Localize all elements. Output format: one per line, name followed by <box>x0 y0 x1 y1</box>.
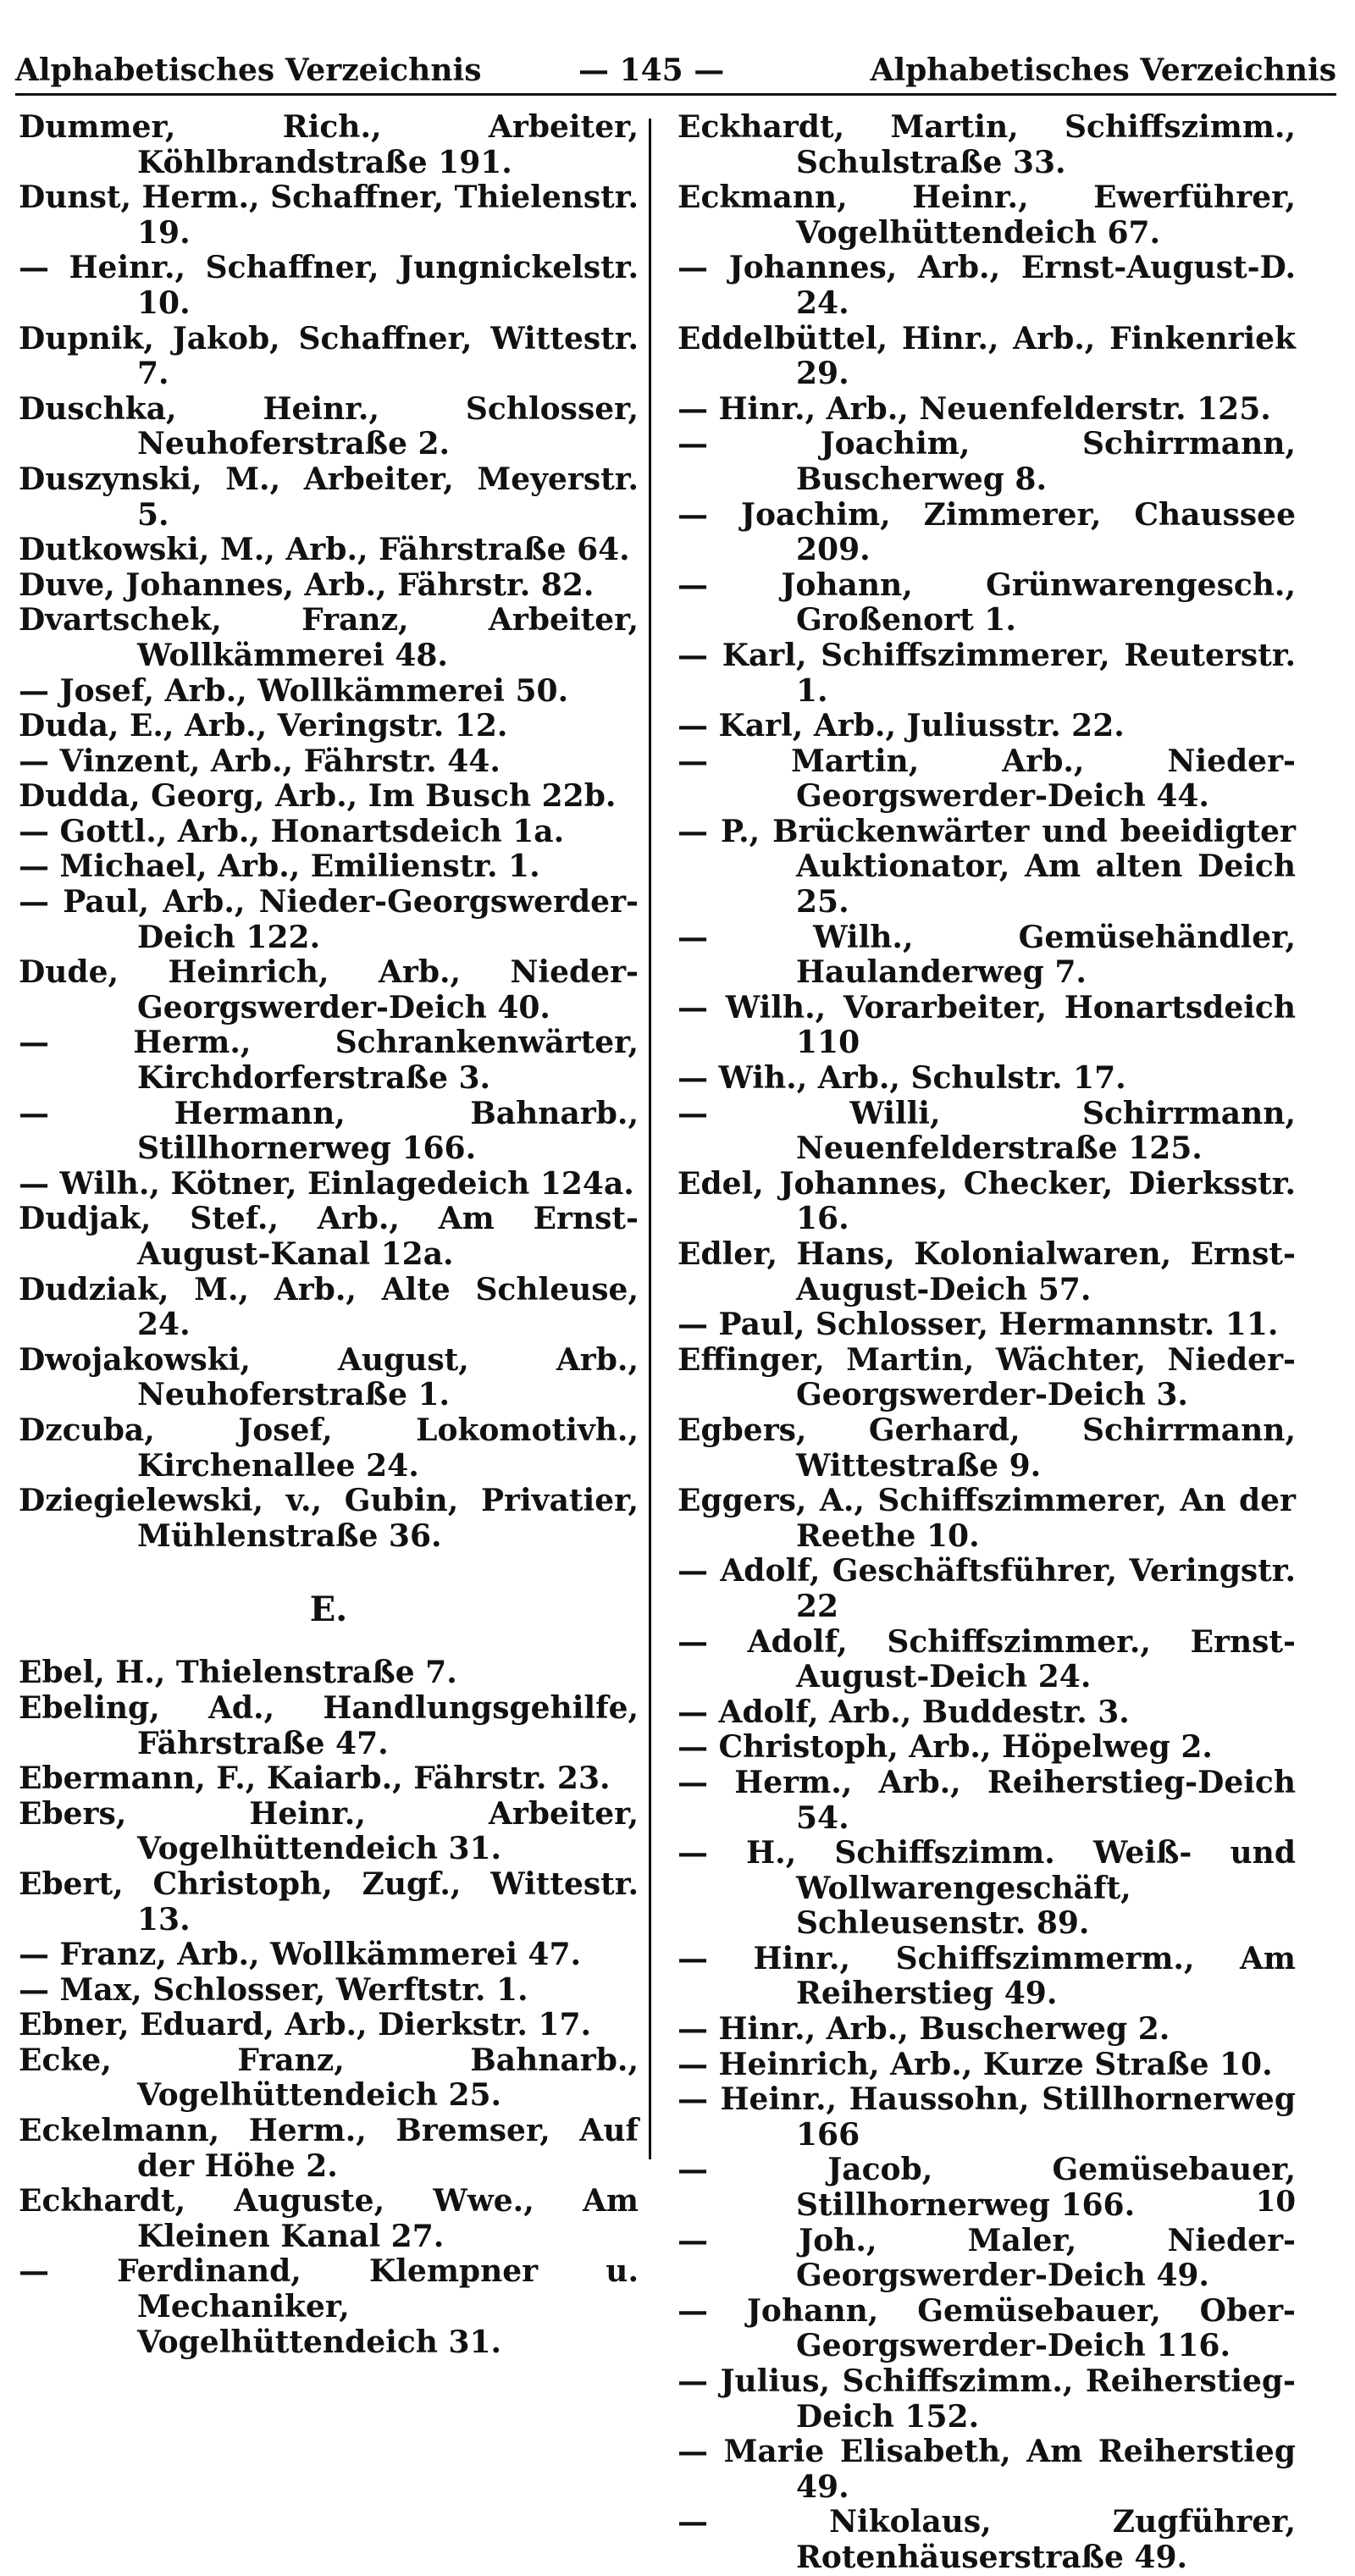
list-item: Ebeling, Ad., Handlungsgehilfe, Fährstraße 47. <box>19 1689 639 1761</box>
list-item: — Hermann, Bahnarb., Stillhornerweg 166. <box>19 1095 639 1167</box>
list-item: Edel, Johannes, Checker, Dierksstr. 16. <box>678 1165 1296 1237</box>
list-item: Dziegielewski, v., Gubin, Privatier, Mühlenstraße 36. <box>19 1483 639 1554</box>
list-item: Eddelbüttel, Hinr., Arb., Finkenriek 29. <box>678 320 1296 392</box>
list-item: — Christoph, Arb., Höpelweg 2. <box>678 1729 1213 1766</box>
header-rule <box>15 93 1336 96</box>
list-item: — Heinrich, Arb., Kurze Straße 10. <box>678 2046 1273 2082</box>
list-item: — Ferdinand, Klempner u. Mechaniker, Vogelhüttendeich 31. <box>19 2253 639 2360</box>
list-item: — Wih., Arb., Schulstr. 17. <box>678 1060 1126 1097</box>
page-header <box>15 53 1336 97</box>
list-item: Ebner, Eduard, Arb., Dierkstr. 17. <box>19 2007 592 2043</box>
section-heading: E. <box>309 1589 348 1630</box>
list-item: Dummer, Rich., Arbeiter, Köhlbrandstraße 191. <box>19 109 639 180</box>
list-item: — Hinr., Schiffszimmerm., Am Reiherstieg 49. <box>678 1940 1296 2012</box>
list-item: Ebel, H., Thielenstraße 7. <box>19 1655 457 1691</box>
list-item: — Michael, Arb., Emilienstr. 1. <box>19 849 540 885</box>
list-item: Dutkowski, M., Arb., Fährstraße 64. <box>19 532 630 568</box>
list-item: Dzcuba, Josef, Lokomotivh., Kirchenallee 24. <box>19 1412 639 1484</box>
list-item: Duve, Johannes, Arb., Fährstr. 82. <box>19 567 595 603</box>
list-item: Eckelmann, Herm., Bremser, Auf der Höhe 2. <box>19 2113 639 2184</box>
list-item: — Karl, Schiffszimmerer, Reuterstr. 1. <box>678 637 1296 709</box>
list-item: Egbers, Gerhard, Schirrmann, Wittestraße 9. <box>678 1412 1296 1484</box>
list-item: — Josef, Arb., Wollkämmerei 50. <box>19 672 569 709</box>
list-item: — Marie Elisabeth, Am Reiherstieg 49. <box>678 2434 1296 2505</box>
list-item: — P., Brückenwärter und beeidigter Auktionator, Am alten Deich 25. <box>678 813 1296 920</box>
list-item: — Adolf, Geschäftsführer, Veringstr. 22 <box>678 1553 1296 1624</box>
list-item: — Joh., Maler, Nieder-Georgswerder-Deich 49. <box>678 2222 1296 2294</box>
list-item: — Herm., Arb., Reiherstieg-Deich 54. <box>678 1764 1296 1836</box>
right-column <box>678 110 1296 2576</box>
left-column <box>19 110 639 2360</box>
list-item: — Hinr., Arb., Neuenfelderstr. 125. <box>678 390 1271 427</box>
list-item: Dudziak, M., Arb., Alte Schleuse, 24. <box>19 1271 639 1343</box>
list-item: — Joachim, Zimmerer, Chaussee 209. <box>678 496 1296 568</box>
list-item: — Wilh., Kötner, Einlagedeich 124a. <box>19 1165 634 1202</box>
list-item: Eggers, A., Schiffszimmerer, An der Reethe 10. <box>678 1483 1296 1554</box>
list-item: — Max, Schlosser, Werftstr. 1. <box>19 1971 528 2008</box>
column-divider <box>649 119 651 2159</box>
list-item: Eckhardt, Martin, Schiffszimm., Schulstraße 33. <box>678 109 1296 180</box>
list-item: Effinger, Martin, Wächter, Nieder-Georgswerder-Deich 3. <box>678 1341 1296 1413</box>
list-item: Ebers, Heinr., Arbeiter, Vogelhüttendeich 31. <box>19 1795 639 1867</box>
list-item: Dunst, Herm., Schaffner, Thielenstr. 19. <box>19 180 639 251</box>
list-item: Dudda, Georg, Arb., Im Busch 22b. <box>19 778 617 815</box>
list-item: — Martin, Arb., Nieder-Georgswerder-Deich 44. <box>678 743 1296 815</box>
list-item: Ecke, Franz, Bahnarb., Vogelhüttendeich 25. <box>19 2042 639 2114</box>
list-item: Dupnik, Jakob, Schaffner, Wittestr. 7. <box>19 320 639 392</box>
list-item: — Paul, Arb., Nieder-Georgswerder-Deich 122. <box>19 884 639 955</box>
list-item: — Adolf, Schiffszimmer., Ernst-August-Deich 24. <box>678 1623 1296 1695</box>
list-item: — Joachim, Schirrmann, Buscherweg 8. <box>678 426 1296 497</box>
signature-mark: 10 <box>1255 2185 1296 2219</box>
list-item: — Heinr., Haussohn, Stillhornerweg 166 <box>678 2081 1296 2153</box>
list-item: — Jacob, Gemüsebauer, Stillhornerweg 166. <box>678 2152 1296 2224</box>
list-item: — Herm., Schrankenwärter, Kirchdorferstraße 3. <box>19 1025 639 1097</box>
page-number: — 145 — <box>578 53 725 88</box>
list-item: — Franz, Arb., Wollkämmerei 47. <box>19 1937 582 1973</box>
list-item: — Johann, Gemüsebauer, Ober-Georgswerder-Deich 116. <box>678 2292 1296 2364</box>
list-item: — Wilh., Gemüsehändler, Haulanderweg 7. <box>678 919 1296 991</box>
list-item: — Heinr., Schaffner, Jungnickelstr. 10. <box>19 250 639 321</box>
list-item: Duda, E., Arb., Veringstr. 12. <box>19 708 508 744</box>
list-item: Dvartschek, Franz, Arbeiter, Wollkämmerei 48. <box>19 602 639 673</box>
list-item: Eckmann, Heinr., Ewerführer, Vogelhüttendeich 67. <box>678 180 1296 251</box>
list-item: — Karl, Arb., Juliusstr. 22. <box>678 708 1125 744</box>
list-item: — Julius, Schiffszimm., Reiherstieg-Deich 152. <box>678 2363 1296 2435</box>
list-item: Ebert, Christoph, Zugf., Wittestr. 13. <box>19 1866 639 1938</box>
list-item: Eckhardt, Auguste, Wwe., Am Kleinen Kanal 27. <box>19 2183 639 2254</box>
list-item: Ebermann, F., Kaiarb., Fährstr. 23. <box>19 1761 611 1797</box>
list-item: — Vinzent, Arb., Fährstr. 44. <box>19 743 501 779</box>
list-item: — Hinr., Arb., Buscherweg 2. <box>678 2011 1170 2048</box>
list-item: — Johannes, Arb., Ernst-August-D. 24. <box>678 250 1296 321</box>
list-item: Dude, Heinrich, Arb., Nieder-Georgswerder-Deich 40. <box>19 954 639 1025</box>
list-item: — Adolf, Arb., Buddestr. 3. <box>678 1694 1130 1730</box>
list-item: — H., Schiffszimm. Weiß- und Wollwarengeschäft, Schleusenstr. 89. <box>678 1835 1296 1942</box>
list-item: Dudjak, Stef., Arb., Am Ernst-August-Kanal 12a. <box>19 1201 639 1272</box>
list-item: — Willi, Schirrmann, Neuenfelderstraße 125. <box>678 1095 1296 1167</box>
header-right-title: Alphabetisches Verzeichnis <box>870 53 1336 88</box>
list-item: — Wilh., Vorarbeiter, Honartsdeich 110 <box>678 989 1296 1061</box>
list-item: — Johann, Grünwarengesch., Großenort 1. <box>678 567 1296 638</box>
list-item: — Nikolaus, Zugführer, Rotenhäuserstraße 49. <box>678 2504 1296 2575</box>
list-item: Duschka, Heinr., Schlosser, Neuhoferstraße 2. <box>19 390 639 462</box>
list-item: — Gottl., Arb., Honartsdeich 1a. <box>19 813 565 849</box>
header-left-title: Alphabetisches Verzeichnis <box>15 53 482 88</box>
list-item: — Paul, Schlosser, Hermannstr. 11. <box>678 1307 1279 1343</box>
list-item: Dwojakowski, August, Arb., Neuhoferstraße 1. <box>19 1341 639 1413</box>
list-item: Duszynski, M., Arbeiter, Meyerstr. 5. <box>19 461 639 533</box>
list-item: Edler, Hans, Kolonialwaren, Ernst-August-Deich 57. <box>678 1236 1296 1307</box>
